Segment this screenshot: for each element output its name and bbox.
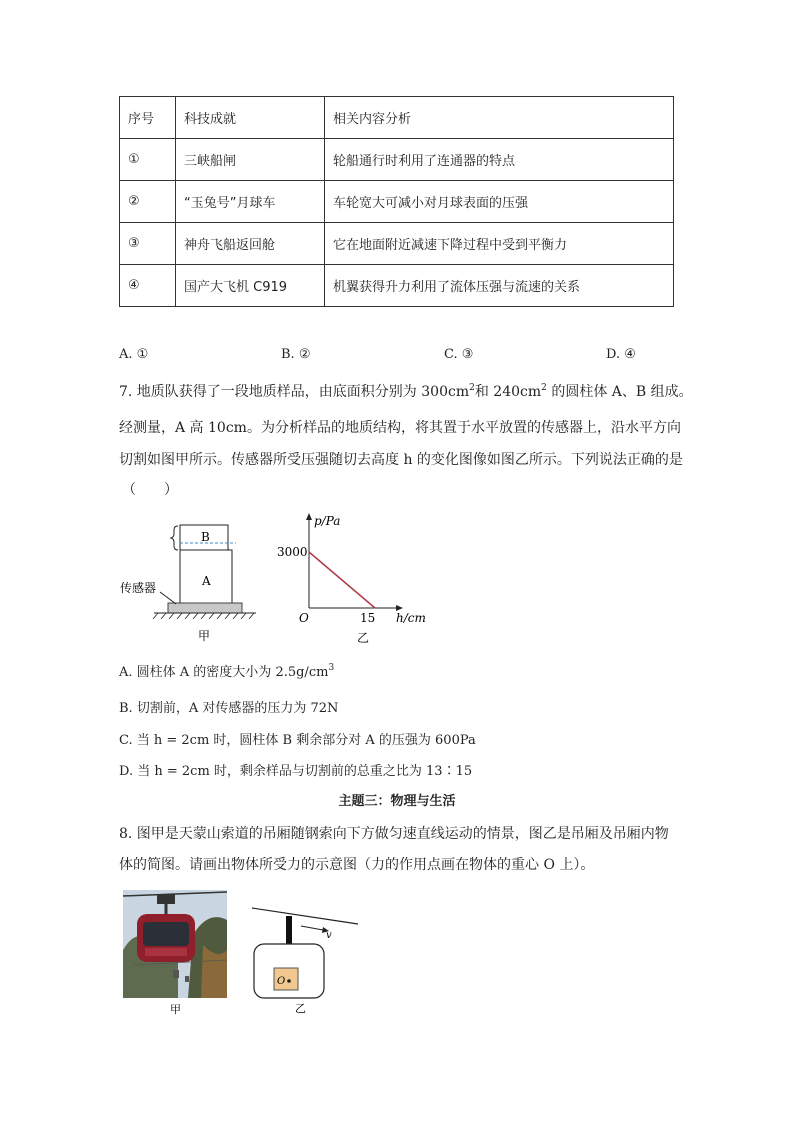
origin-label: O xyxy=(299,611,309,625)
table-row xyxy=(120,139,674,181)
table-row xyxy=(120,181,674,223)
table-cell: ① xyxy=(120,139,176,181)
cylinder-a-label: A xyxy=(202,574,211,588)
center-of-gravity-dot xyxy=(287,979,291,983)
superscript: 2 xyxy=(469,383,475,393)
figure-yi-cable-car-diagram xyxy=(246,906,361,1016)
table-header-row xyxy=(120,97,674,139)
achievements-table xyxy=(119,96,674,307)
q7-answer-blank: （ ） xyxy=(122,482,178,498)
figure-jia-cylinders xyxy=(118,518,263,648)
pressure-line xyxy=(309,552,375,608)
option-text: A. 圆柱体 A 的密度大小为 2.5g/cm xyxy=(119,665,329,680)
sensor-pointer xyxy=(160,592,176,604)
q7-stem-text: 7. 地质队获得了一段地质样品，由底面积分别为 300cm xyxy=(119,384,470,400)
q8-stem-line1: 8. 图甲是天蒙山索道的吊厢随钢索向下方做匀速直线运动的情景，图乙是吊厢及吊厢内物 xyxy=(119,826,669,842)
y-tick-label: 3000 xyxy=(277,545,308,559)
table-cell: 三峡船闸 xyxy=(176,139,325,181)
sensor-label: 传感器 xyxy=(120,581,157,595)
distant-cabin xyxy=(173,970,179,978)
figure-yi-pressure-graph xyxy=(272,510,432,648)
table-row xyxy=(120,223,674,265)
section-title: 主题三：物理与生活 xyxy=(338,794,456,809)
table-header-cell: 相关内容分析 xyxy=(325,97,674,139)
cable-line xyxy=(252,908,358,924)
q6-option-a: A. ① xyxy=(119,347,149,362)
grip-mechanism xyxy=(157,894,175,904)
q7-option-a xyxy=(119,663,334,684)
figure-caption: 甲 xyxy=(170,1003,181,1015)
velocity-label: v xyxy=(326,930,332,941)
table-cell: “玉兔号”月球车 xyxy=(176,181,325,223)
ground-hatching xyxy=(153,613,254,619)
table-cell: 车轮宽大可减小对月球表面的压强 xyxy=(325,181,674,223)
table-cell: ④ xyxy=(120,265,176,307)
table-header-cell: 科技成就 xyxy=(176,97,325,139)
cabin-stripe xyxy=(145,948,187,956)
table-header-cell: 序号 xyxy=(120,97,176,139)
x-axis-label: h/cm xyxy=(396,611,426,625)
cylinder-b-label: B xyxy=(201,530,210,544)
velocity-arrow xyxy=(301,926,323,930)
center-of-gravity-label: O xyxy=(277,976,286,987)
hanger-arm xyxy=(286,916,292,944)
q7-stem-line3: 切割如图甲所示。传感器所受压强随切去高度 h 的变化图像如图乙所示。下列说法正确的是 xyxy=(119,452,683,468)
q7-stem-text: 的圆柱体 A、B 组成。 xyxy=(546,384,693,400)
table-cell: 神舟飞船返回舱 xyxy=(176,223,325,265)
superscript: 3 xyxy=(328,663,335,673)
table-row xyxy=(120,265,674,307)
figure-caption: 甲 xyxy=(198,629,211,643)
q6-option-b: B. ② xyxy=(281,347,311,362)
x-tick-label: 15 xyxy=(360,611,376,625)
cabin-window xyxy=(143,922,189,946)
brace-mark xyxy=(171,526,178,550)
q7-stem-line2: 经测量，A 高 10cm。为分析样品的地质结构，将其置于水平放置的传感器上，沿水平方向 xyxy=(119,420,681,436)
q6-option-d: D. ④ xyxy=(606,347,636,362)
q6-option-c: C. ③ xyxy=(444,347,474,362)
table-cell: ② xyxy=(120,181,176,223)
table-cell: 轮船通行时利用了连通器的特点 xyxy=(325,139,674,181)
table-cell: ③ xyxy=(120,223,176,265)
q7-stem-text: 和 240cm xyxy=(474,384,542,400)
table-cell: 国产大飞机 C919 xyxy=(176,265,325,307)
figure-caption: 乙 xyxy=(295,1002,306,1015)
figure-caption: 乙 xyxy=(357,631,370,645)
superscript: 2 xyxy=(541,383,547,393)
figure-jia-cable-car-photo xyxy=(123,890,228,1015)
y-axis-arrow xyxy=(306,513,312,520)
distant-cabin xyxy=(185,976,189,982)
q8-stem-line2: 体的简图。请画出物体所受力的示意图（力的作用点画在物体的重心 O 上）。 xyxy=(119,857,595,873)
q7-stem-line1 xyxy=(119,382,693,404)
sensor-plate xyxy=(168,603,242,613)
table-cell: 机翼获得升力利用了流体压强与流速的关系 xyxy=(325,265,674,307)
q7-option-c: C. 当 h = 2cm 时，圆柱体 B 剩余部分对 A 的压强为 600Pa xyxy=(119,733,476,748)
q7-option-d: D. 当 h = 2cm 时，剩余样品与切割前的总重之比为 13∶15 xyxy=(119,764,473,779)
table-cell: 它在地面附近减速下降过程中受到平衡力 xyxy=(325,223,674,265)
y-axis-label: p/Pa xyxy=(314,514,341,528)
q7-option-b: B. 切割前，A 对传感器的压力为 72N xyxy=(119,701,339,716)
